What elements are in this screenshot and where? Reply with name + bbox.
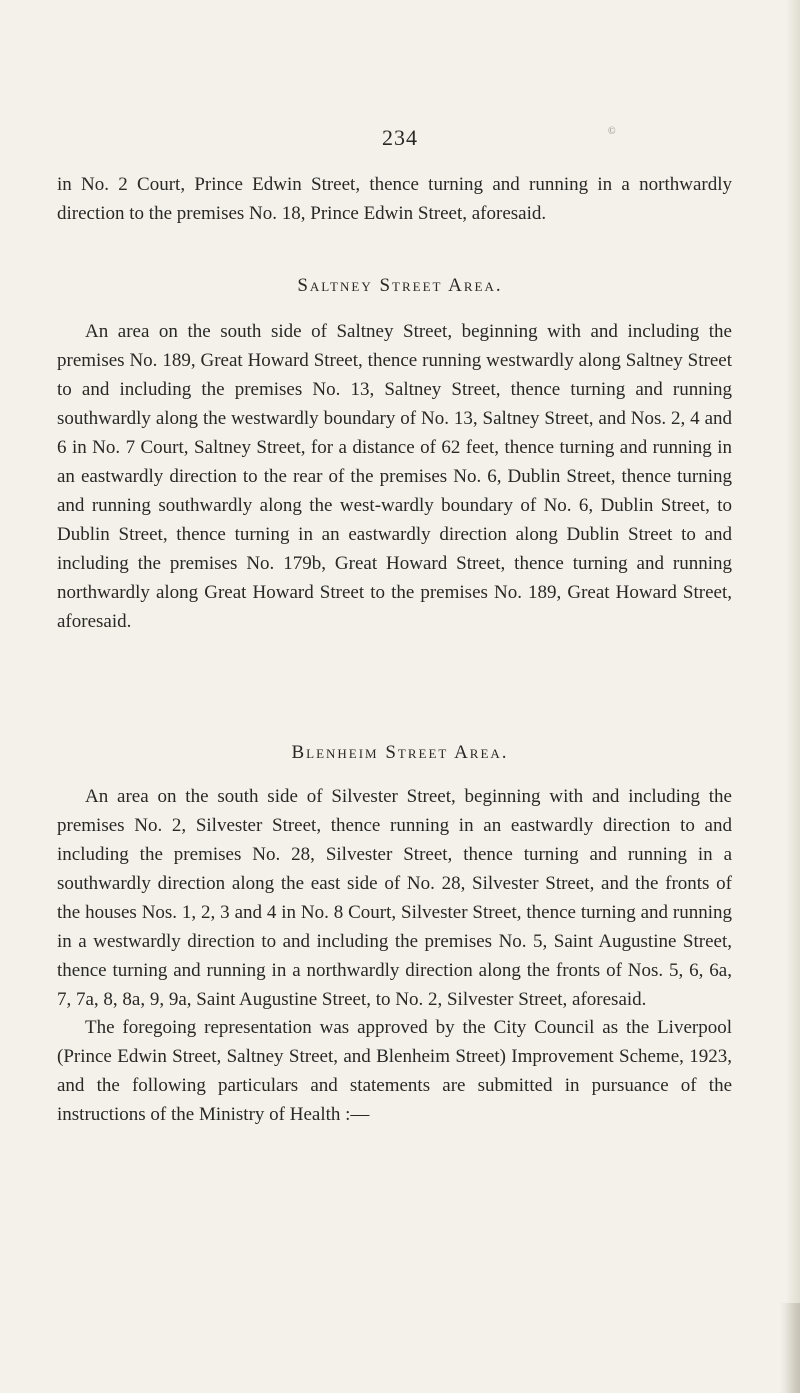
section-heading-saltney: Saltney Street Area. xyxy=(297,275,503,296)
paragraph-approval: The foregoing representation was approved by the City Council as the Liverpool (Prince Edwin Street, Saltney Street, and Blenheim Street) Improvement Scheme, 1923, and the following particulars and statements are submitted in pursuance of the instructions of the Ministry of Health :— xyxy=(57,1017,732,1125)
page-edge-shadow xyxy=(786,0,800,1393)
section-heading-blenheim: Blenheim Street Area. xyxy=(291,742,509,763)
paragraph-blenheim-area: An area on the south side of Silvester Street, beginning with and including the premises No. 2, Silvester Street, thence running in an eastwardly direction to and including the premises No. 28, Silvester Street, thence turning and running in a southwardly direction along the east side of No. 28, Silvester Street, and the fronts of the houses Nos. 1, 2, 3 and 4 in No. 8 Court, Silvester Street, thence turning and running in a westwardly direction to and including the premises No. 5, Saint Augustine Street, thence turning and running in a northwardly direction along the fronts of Nos. 5, 6, 6a, 7, 7a, 8, 8a, 9, 9a, Saint Augustine Street, to No. 2, Silvester Street, aforesaid. xyxy=(57,786,732,1010)
page-corner-smudge xyxy=(780,1303,800,1393)
page-number: 234 xyxy=(382,125,418,150)
paragraph-continuation: in No. 2 Court, Prince Edwin Street, thence turning and running in a northwardly direction to the premises No. 18, Prince Edwin Street, aforesaid. xyxy=(57,174,732,224)
paragraph-saltney-area: An area on the south side of Saltney Street, beginning with and including the premises No. 189, Great Howard Street, thence running westwardly along Saltney Street to and including the premises No. 13, Saltney Street, thence turning and running southwardly along the westwardly boundary of No. 13, Saltney Street, and Nos. 2, 4 and 6 in No. 7 Court, Saltney Street, for a distance of 62 feet, thence turning and running in an eastwardly direction to the rear of the premises No. 6, Dublin Street, thence turning and running southwardly along the west-wardly boundary of No. 6, Dublin Street, to Dublin Street, thence turning in an eastwardly direction along Dublin Street to and including the premises No. 179b, Great Howard Street, thence turning and running northwardly along Great Howard Street to the premises No. 189, Great Howard Street, aforesaid. xyxy=(57,321,732,632)
stray-mark: © xyxy=(608,126,616,137)
